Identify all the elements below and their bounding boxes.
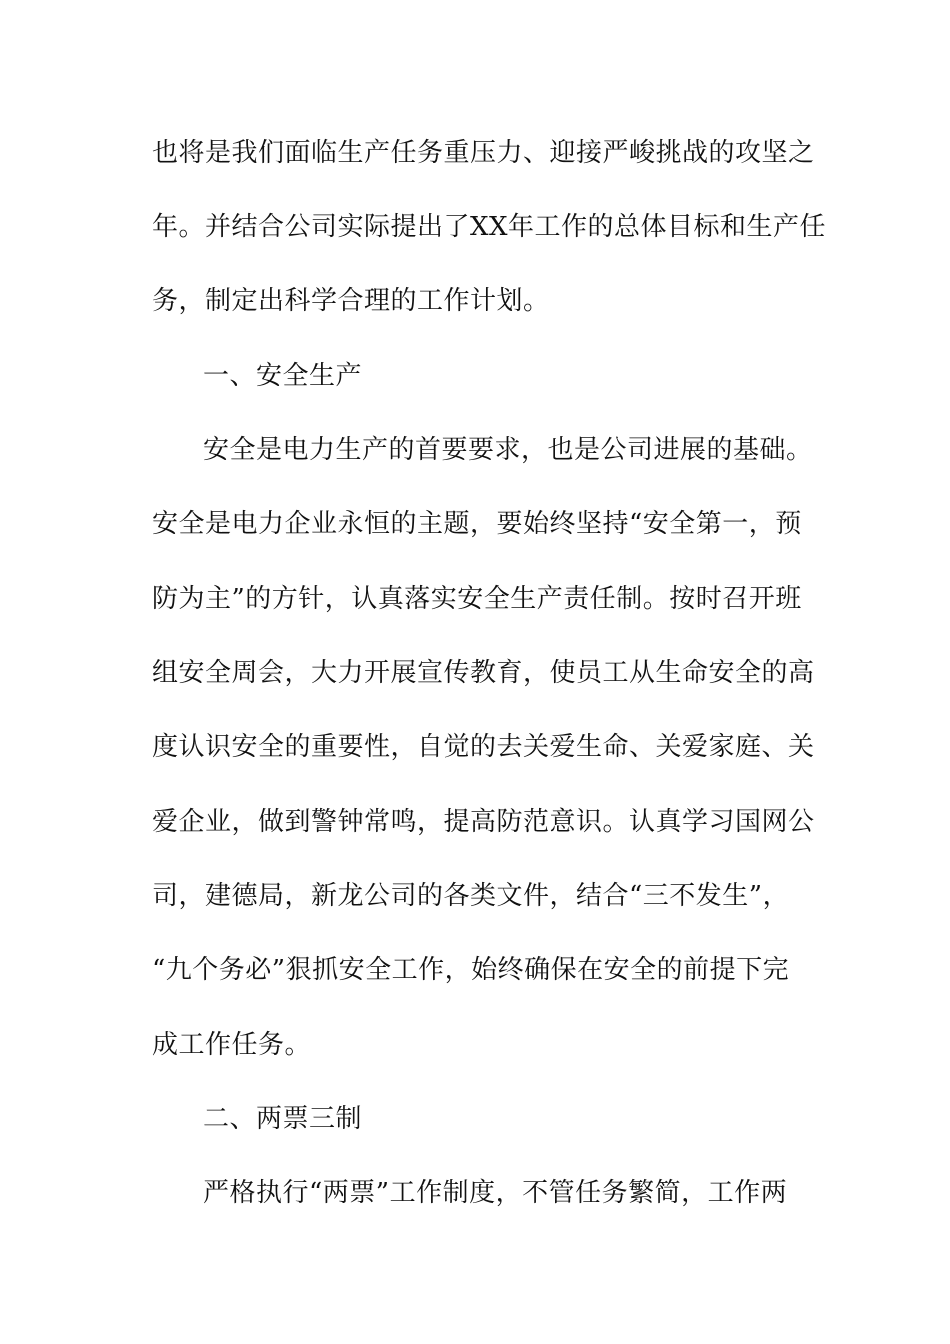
paragraph-line: 成工作任务。 [152,1030,312,1060]
section-heading-two-tickets: 二、两票三制 [203,1104,363,1134]
paragraph-line: 严格执行“两票”工作制度，不管任务繁简，工作两 [203,1178,788,1208]
paragraph-line: 安全是电力企业永恒的主题，要始终坚持“安全第一，预 [152,509,802,539]
paragraph-line: 安全是电力生产的首要要求，也是公司进展的基础。 [203,435,813,465]
paragraph-line: 组安全周会，大力开展宣传教育，使员工从生命安全的高 [152,658,815,688]
paragraph-line: 防为主”的方针，认真落实安全生产责任制。按时召开班 [152,584,802,614]
paragraph-line: 司，建德局，新龙公司的各类文件，结合“三不发生”， [152,881,790,911]
paragraph-line: 爱企业，做到警钟常鸣，提高防范意识。认真学习国网公 [152,807,815,837]
paragraph-line: 也将是我们面临生产任务重压力、迎接严峻挑战的攻坚之 [152,138,815,168]
section-heading-safety: 一、安全生产 [203,361,363,391]
paragraph-line: 度认识安全的重要性，自觉的去关爱生命、关爱家庭、关 [152,732,815,762]
paragraph-line: 务，制定出科学合理的工作计划。 [152,286,550,316]
paragraph-line: 年。并结合公司实际提出了XX年工作的总体目标和生产任 [152,212,827,242]
paragraph-line: “九个务必”狠抓安全工作，始终确保在安全的前提下完 [152,955,790,985]
